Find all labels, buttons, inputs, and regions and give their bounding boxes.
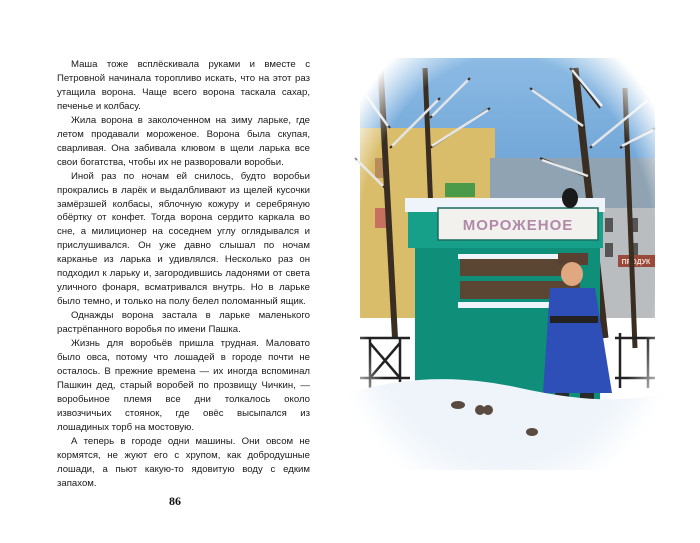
winter-street-illustration: [350, 48, 662, 470]
paragraph: Однажды ворона застала в ларьке маленького растрёпанного воробья по имени Пашка.: [57, 310, 310, 336]
paragraph: Жила ворона в заколоченном на зиму ларьке, где летом продавали мороженое. Ворона была скупая, сварливая. Она забивала клювом в щели ларька все свои богатства, чтобы их не разворовали воробьи.: [57, 114, 310, 168]
page-number: 86: [169, 494, 181, 508]
story-text: [57, 58, 310, 491]
paragraph: А теперь в городе одни машины. Они овсом не кормятся, не жуют его с хрупом, как добродушные лошади, а пьют какую-то ядовитую воду с едким запахом.: [57, 435, 310, 489]
paragraph: Маша тоже всплёскивала руками и вместе с Петровной начинала торопливо искать, что на этот раз утащила ворона. Чаще всего ворона таскала сахар, печенье и колбасу.: [57, 59, 310, 112]
paragraph: Иной раз по ночам ей снилось, будто воробьи прокрались в ларёк и выдалбливают из щелей кусочки замёрзшей колбасы, яблочную кожуру и серебряную обёртку от конфет. Тогда ворона сердито каркала во сне, а милиционер на соседнем углу оглядывался и прислушивался. Он уже давно слышал по ночам карканье из ларька и удивлялся. Несколько раз он подходил к ларьку и, загородившись ладонями от света уличного фонаря, всматривался внутрь. Но в ларьке было темно, и только на полу белел поломанный ящик.: [57, 170, 310, 308]
paragraph: Жизнь для воробьёв пришла трудная. Маловато было овса, потому что лошадей в городе почти не осталось. В прежние времена — их иногда вспоминал Пашкин дед, старый воробей по прозвищу Чичкин, — воробьиное племя все дни толкалось около извозчичьих стоянок, где овёс высыпался из лошадиных торб на мостовую.: [57, 338, 310, 433]
